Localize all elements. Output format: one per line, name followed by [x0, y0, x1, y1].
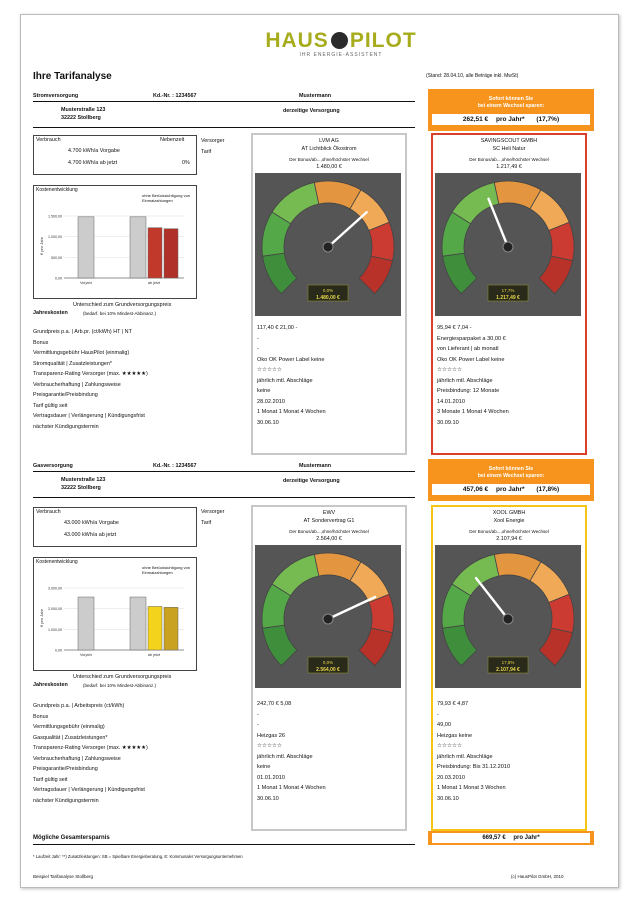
- gas-savings-unit: pro Jahr*: [496, 486, 525, 493]
- y-tick-label: 1.000,00: [48, 235, 62, 240]
- row-label: Grundpreis p.a. | Arb.pr. (ct/kWh) HT | NT: [33, 329, 132, 335]
- strom-best-gauge-head: Der Bonus/ab...,ohne/höchster Wechsel: [469, 157, 549, 162]
- gas-vorgabe: 43.000 kWh/a Vorgabe: [64, 520, 119, 526]
- logo-tagline: IHR ENERGIE-ASSISTENT: [299, 52, 383, 58]
- strom-jahres-label: Jahreskosten: [33, 310, 68, 316]
- gas-savings-pct: (17,8%): [536, 486, 560, 493]
- panel-value: Energiesparpaket a 30,00 €: [437, 335, 506, 342]
- gauge-lcd-pct: 17,8%: [501, 660, 515, 665]
- gas-savings-line1: Sofort können Sie: [488, 466, 534, 472]
- y-tick-label: 500,00: [51, 255, 62, 260]
- gas-jahres-note: (bedarf. bei 10% Mindest-Abbinanz.): [83, 683, 157, 688]
- logo-left: HAUS: [265, 29, 329, 52]
- row-label: Transparenz-Rating Versorger (max. ★★★★★): [33, 745, 148, 751]
- panel-value: Heizgas 26: [257, 732, 285, 739]
- gauge-lcd-value: 1.217,49 €: [496, 295, 520, 301]
- gas-best-tarif: Xool Energie: [493, 518, 525, 524]
- gauge-needle: [489, 199, 508, 247]
- gas-section-title: Gasversorgung: [33, 463, 73, 469]
- strom-best-gauge: [435, 173, 581, 316]
- gauge-lcd-value: 2.564,00 €: [316, 667, 340, 673]
- gas-best-gauge-svg: [435, 545, 581, 688]
- strom-savings-amount: 262,51 €: [462, 116, 489, 123]
- footer-right: (c) HausPilot GmbH, 2010: [511, 874, 564, 879]
- row-label: Verbraucherhaftung | Zahlungsweise: [33, 755, 121, 762]
- gas-jetzt: 43.000 kWh/a ab jetzt: [64, 532, 117, 538]
- panel-value: Oko OK Power Label keine: [257, 356, 325, 363]
- gas-kd-nr: Kd.-Nr. : 1234567: [153, 463, 197, 469]
- panel-value: von Lieferant | ab monatl: [437, 346, 499, 352]
- row-label: nächster Kündigungstermin: [33, 797, 99, 804]
- gas-savings-box: [428, 459, 594, 501]
- gauge-hub: [323, 614, 333, 624]
- row-label: Stromqualität | Zusatzleistungen*: [33, 360, 113, 367]
- bar-ab-jetzt-current: [130, 597, 146, 650]
- gauge-segment: [443, 253, 477, 294]
- bar-ab-jetzt-alt: [164, 607, 178, 650]
- panel-value: 30.06.10: [257, 795, 279, 802]
- gauge-segment: [263, 253, 297, 294]
- row-label: Bonus: [33, 713, 49, 720]
- gas-street: Musterstraße 123: [61, 477, 106, 483]
- strom-nebenzeit-pct: 0%: [182, 160, 190, 166]
- gauge-hub: [503, 614, 513, 624]
- gauge-segment: [359, 628, 392, 666]
- panel-value: 14.01.2010: [437, 398, 465, 405]
- gas-current-gauge: [255, 545, 401, 688]
- strom-savings-box: [428, 89, 594, 131]
- y-tick-label: 3.000,00: [48, 586, 62, 591]
- strom-current-gauge-head: Der Bonus/ab...,ohne/höchster Wechsel: [289, 157, 369, 162]
- strom-chart-legend: ohne Berücksichtigung von Einmalzahlungen: [142, 193, 191, 203]
- gas-diff-caption: Unterschied zum Grundversorgungspreis: [73, 674, 172, 680]
- panel-value: 01.01.2010: [257, 774, 285, 781]
- row-label: Vermittlungsgebühr HausPilot (einmalig): [33, 350, 130, 356]
- gas-versorger-label: Versorger: [201, 509, 225, 515]
- panel-value: jährlich mtl. Abschläge: [257, 753, 313, 760]
- strom-best-top-value: 1.217,49 €: [496, 164, 522, 170]
- strom-current-top-value: 1.480,00 €: [316, 164, 342, 170]
- strom-tarif-label: Tarif: [201, 149, 212, 155]
- gauge-segment: [359, 256, 392, 294]
- strom-kosten-chart-box: [33, 185, 197, 299]
- row-label: Vertragsdauer | Verlängerung | Kündigungsfrist: [33, 787, 145, 793]
- strom-city: 32222 Stollberg: [61, 115, 101, 121]
- page-title: Ihre Tarifanalyse: [33, 71, 112, 82]
- strom-diff-caption: Unterschied zum Grundversorgungspreis: [73, 302, 172, 308]
- panel-value: -: [257, 711, 259, 718]
- strom-versorger-label: Versorger: [201, 138, 225, 144]
- document-page: [20, 14, 619, 888]
- strom-verbrauch-label: Verbrauch: [36, 137, 61, 143]
- strom-savings-line2: bei einem Wechsel sparen:: [477, 103, 545, 109]
- gas-kosten-chart-box: [33, 557, 197, 671]
- gauge-hub: [323, 242, 333, 252]
- panel-value: keine: [257, 764, 271, 770]
- logo-right: PILOT: [349, 29, 417, 52]
- gas-current-gauge-head: Der Bonus/ab...,ohne/höchster Wechsel: [289, 529, 369, 534]
- total-unit: pro Jahr*: [513, 835, 540, 841]
- strom-savings-unit: pro Jahr*: [496, 116, 525, 123]
- strom-nebenzeit-label: Nebenzeit: [160, 137, 185, 143]
- panel-value: 28.02.2010: [257, 398, 285, 405]
- panel-value: 30.06.10: [437, 795, 459, 802]
- gauge-segment: [539, 628, 572, 666]
- gas-verbrauch-box: [33, 507, 197, 547]
- strom-kosten-chart: [34, 186, 196, 298]
- row-label: Grundpreis p.a. | Arbeitspreis (ct/kWh): [33, 703, 125, 709]
- panel-value: Heizgas keine: [437, 732, 473, 739]
- panel-value: 117,40 € 21,00 -: [257, 325, 298, 331]
- gas-current-tarif: AT Sondervertrag G1: [303, 518, 355, 524]
- strom-kosten-title: Kostenentwicklung: [36, 187, 78, 193]
- row-label: Preisgarantie/Preisbindung: [33, 766, 98, 772]
- panel-value: 1 Monat 1 Monat 4 Wochen: [257, 785, 326, 791]
- panel-value: -: [437, 711, 439, 718]
- gas-chart-legend: ohne Berücksichtigung von Einmalzahlungen: [142, 565, 191, 575]
- gas-best-gauge-head: Der Bonus/ab...,ohne/höchster Wechsel: [469, 529, 549, 534]
- panel-value: 95,94 € 7,04 -: [437, 325, 472, 331]
- bar-vorjahr: [78, 217, 94, 278]
- gauge-segment: [443, 625, 477, 666]
- bar-ab-jetzt-alt: [164, 229, 178, 278]
- strom-savings-line1: Sofort können Sie: [488, 96, 534, 102]
- y-tick-label: 1.500,00: [48, 214, 62, 219]
- strom-kd-nr: Kd.-Nr. : 1234567: [153, 93, 197, 99]
- panel-value: -: [257, 722, 259, 728]
- gas-current-label: derzeitige Versorgung: [283, 478, 340, 484]
- x-tick-label: ab jetzt: [147, 281, 161, 285]
- panel-value: 49,00: [437, 722, 451, 728]
- strom-best-name: SAVINGSCOUT GMBH: [480, 138, 538, 144]
- bar-vorjahr: [78, 597, 94, 650]
- strom-section-title: Stromversorgung: [33, 93, 79, 99]
- strom-vorgabe: 4.700 kWh/a Vorgabe: [68, 148, 120, 154]
- panel-value: 3 Monate 1 Monat 4 Wochen: [437, 409, 509, 415]
- footnote: * Laufzeit Jahr: **) Zusatzleistungen: SB = Spielbare Energieberatung, E: Kommunaler Versorgungsunternehmen: [33, 854, 243, 859]
- strom-jetzt: 4.700 kWh/a ab jetzt: [68, 160, 118, 166]
- gauge-hub: [503, 242, 513, 252]
- bar-ab-jetzt-current: [130, 217, 146, 278]
- gas-savings-amount: 457,06 €: [462, 486, 489, 493]
- y-tick-label: 0,00: [55, 276, 62, 281]
- row-label: Verbraucherhaftung | Zahlungsweise: [33, 381, 121, 388]
- row-label: Vermittlungsgebühr (einmalig): [33, 724, 105, 730]
- gauge-lcd-pct: 0,0%: [322, 288, 334, 293]
- gas-best-panel: [431, 505, 587, 831]
- strom-customer: Mustermann: [299, 93, 332, 99]
- panel-value: Preisbindung: Bis 31.12.2010: [437, 764, 511, 770]
- panel-value: ☆☆☆☆☆: [257, 743, 283, 749]
- row-label: Tarif gültig seit: [33, 402, 68, 409]
- panel-value: 1 Monat 1 Monat 3 Wochen: [437, 785, 506, 791]
- panel-value: ☆☆☆☆☆: [257, 367, 283, 373]
- panel-value: Preisbindung: 12 Monate: [437, 388, 500, 394]
- panel-value: keine: [257, 388, 271, 394]
- gas-jahres-label: Jahreskosten: [33, 682, 68, 688]
- footer-left: Beispiel Tarifanalyse Stollberg: [33, 874, 93, 879]
- stand-date: (Stand: 28.04.10, alle Beträge inkl. MwSt): [426, 73, 519, 79]
- row-label: Tarif gültig seit: [33, 776, 68, 783]
- strom-jahres-note: (bedarf. bei 10% Mindest-Abbinanz.): [83, 311, 157, 316]
- y-axis-label: € pro Jahr: [39, 236, 44, 256]
- y-tick-label: 1.000,00: [48, 627, 62, 632]
- x-tick-label: Vorjahr: [79, 281, 93, 285]
- total-label: Mögliche Gesamtersparnis: [33, 835, 110, 841]
- gas-kosten-chart: [34, 558, 196, 670]
- strom-current-gauge: [255, 173, 401, 316]
- strom-best-panel: [431, 133, 587, 455]
- logo-bulb-icon: [331, 32, 348, 49]
- x-tick-label: ab jetzt: [147, 653, 161, 657]
- panel-value: -: [257, 335, 259, 342]
- gauge-lcd-pct: 17,7%: [501, 288, 515, 293]
- strom-current-gauge-svg: [255, 173, 401, 316]
- gauge-lcd-value: 2.107,94 €: [496, 667, 520, 673]
- gas-best-top-value: 2.107,94 €: [496, 536, 522, 542]
- panel-value: jährlich mtl. Abschläge: [257, 377, 313, 384]
- gas-current-top-value: 2.564,00 €: [316, 536, 342, 542]
- panel-value: jährlich mtl. Abschläge: [437, 753, 493, 760]
- gauge-needle: [476, 578, 508, 619]
- panel-value: 242,70 € 5,08: [257, 701, 292, 707]
- strom-current-panel: [251, 133, 407, 455]
- strom-current-name: LVM AG: [319, 138, 339, 144]
- y-axis-label: € pro Jahr: [39, 608, 44, 628]
- strom-savings-pct: (17,7%): [536, 116, 560, 123]
- gas-kosten-title: Kostenentwicklung: [36, 559, 78, 565]
- y-tick-label: 0,00: [55, 648, 62, 653]
- bar-ab-jetzt-best: [148, 606, 162, 650]
- gauge-lcd-value: 1.480,00 €: [316, 295, 340, 301]
- strom-current-label: derzeitige Versorgung: [283, 108, 340, 114]
- x-tick-label: Vorjahr: [79, 653, 93, 657]
- row-label: Preisgarantie/Preisbindung: [33, 392, 98, 398]
- gauge-needle: [328, 212, 367, 247]
- strom-current-tarif: AT Lichtblick Ökostrom: [301, 146, 357, 152]
- row-label: Transparenz-Rating Versorger (max. ★★★★★): [33, 371, 148, 377]
- gas-best-gauge: [435, 545, 581, 688]
- gas-best-name: XOOL GMBH: [492, 510, 526, 516]
- panel-value: Oko OK Power Label keine: [437, 356, 505, 363]
- strom-best-gauge-svg: [435, 173, 581, 316]
- row-label: Vertragsdauer | Verlängerung | Kündigungsfrist: [33, 413, 145, 419]
- panel-value: 30.09.10: [437, 419, 459, 426]
- gas-current-gauge-svg: [255, 545, 401, 688]
- panel-value: jährlich mtl. Abschläge: [437, 377, 493, 384]
- y-tick-label: 2.000,00: [48, 607, 62, 612]
- total-box: [428, 831, 594, 845]
- panel-value: 30.06.10: [257, 419, 279, 426]
- gauge-segment: [263, 625, 297, 666]
- gas-savings-line2: bei einem Wechsel sparen:: [477, 473, 545, 479]
- row-label: Gasqualität | Zusatzleistungen*: [33, 734, 108, 741]
- gas-city: 32222 Stollberg: [61, 485, 101, 491]
- bar-ab-jetzt-best: [148, 228, 162, 278]
- gauge-needle: [328, 597, 375, 619]
- gas-current-panel: [251, 505, 407, 831]
- gauge-segment: [539, 256, 572, 294]
- row-label: Bonus: [33, 339, 49, 346]
- strom-best-tarif: SC Heli Natur: [492, 146, 526, 152]
- panel-value: ☆☆☆☆☆: [437, 367, 463, 373]
- gas-current-name: EWV: [322, 510, 336, 516]
- gas-customer: Mustermann: [299, 463, 332, 469]
- panel-value: 79,93 € 4,87: [437, 701, 469, 707]
- row-label: nächster Kündigungstermin: [33, 423, 99, 430]
- hauspilot-logo: [236, 29, 446, 58]
- gas-verbrauch-label: Verbrauch: [36, 509, 61, 515]
- panel-value: ☆☆☆☆☆: [437, 743, 463, 749]
- strom-verbrauch-box: [33, 135, 197, 175]
- strom-street: Musterstraße 123: [61, 107, 106, 113]
- panel-value: 1 Monat 1 Monat 4 Wochen: [257, 409, 326, 415]
- panel-value: 20.03.2010: [437, 774, 465, 781]
- gauge-lcd-pct: 0,0%: [322, 660, 334, 665]
- total-amount: 669,57 €: [482, 835, 506, 841]
- gas-tarif-label: Tarif: [201, 520, 212, 526]
- panel-value: -: [257, 346, 259, 352]
